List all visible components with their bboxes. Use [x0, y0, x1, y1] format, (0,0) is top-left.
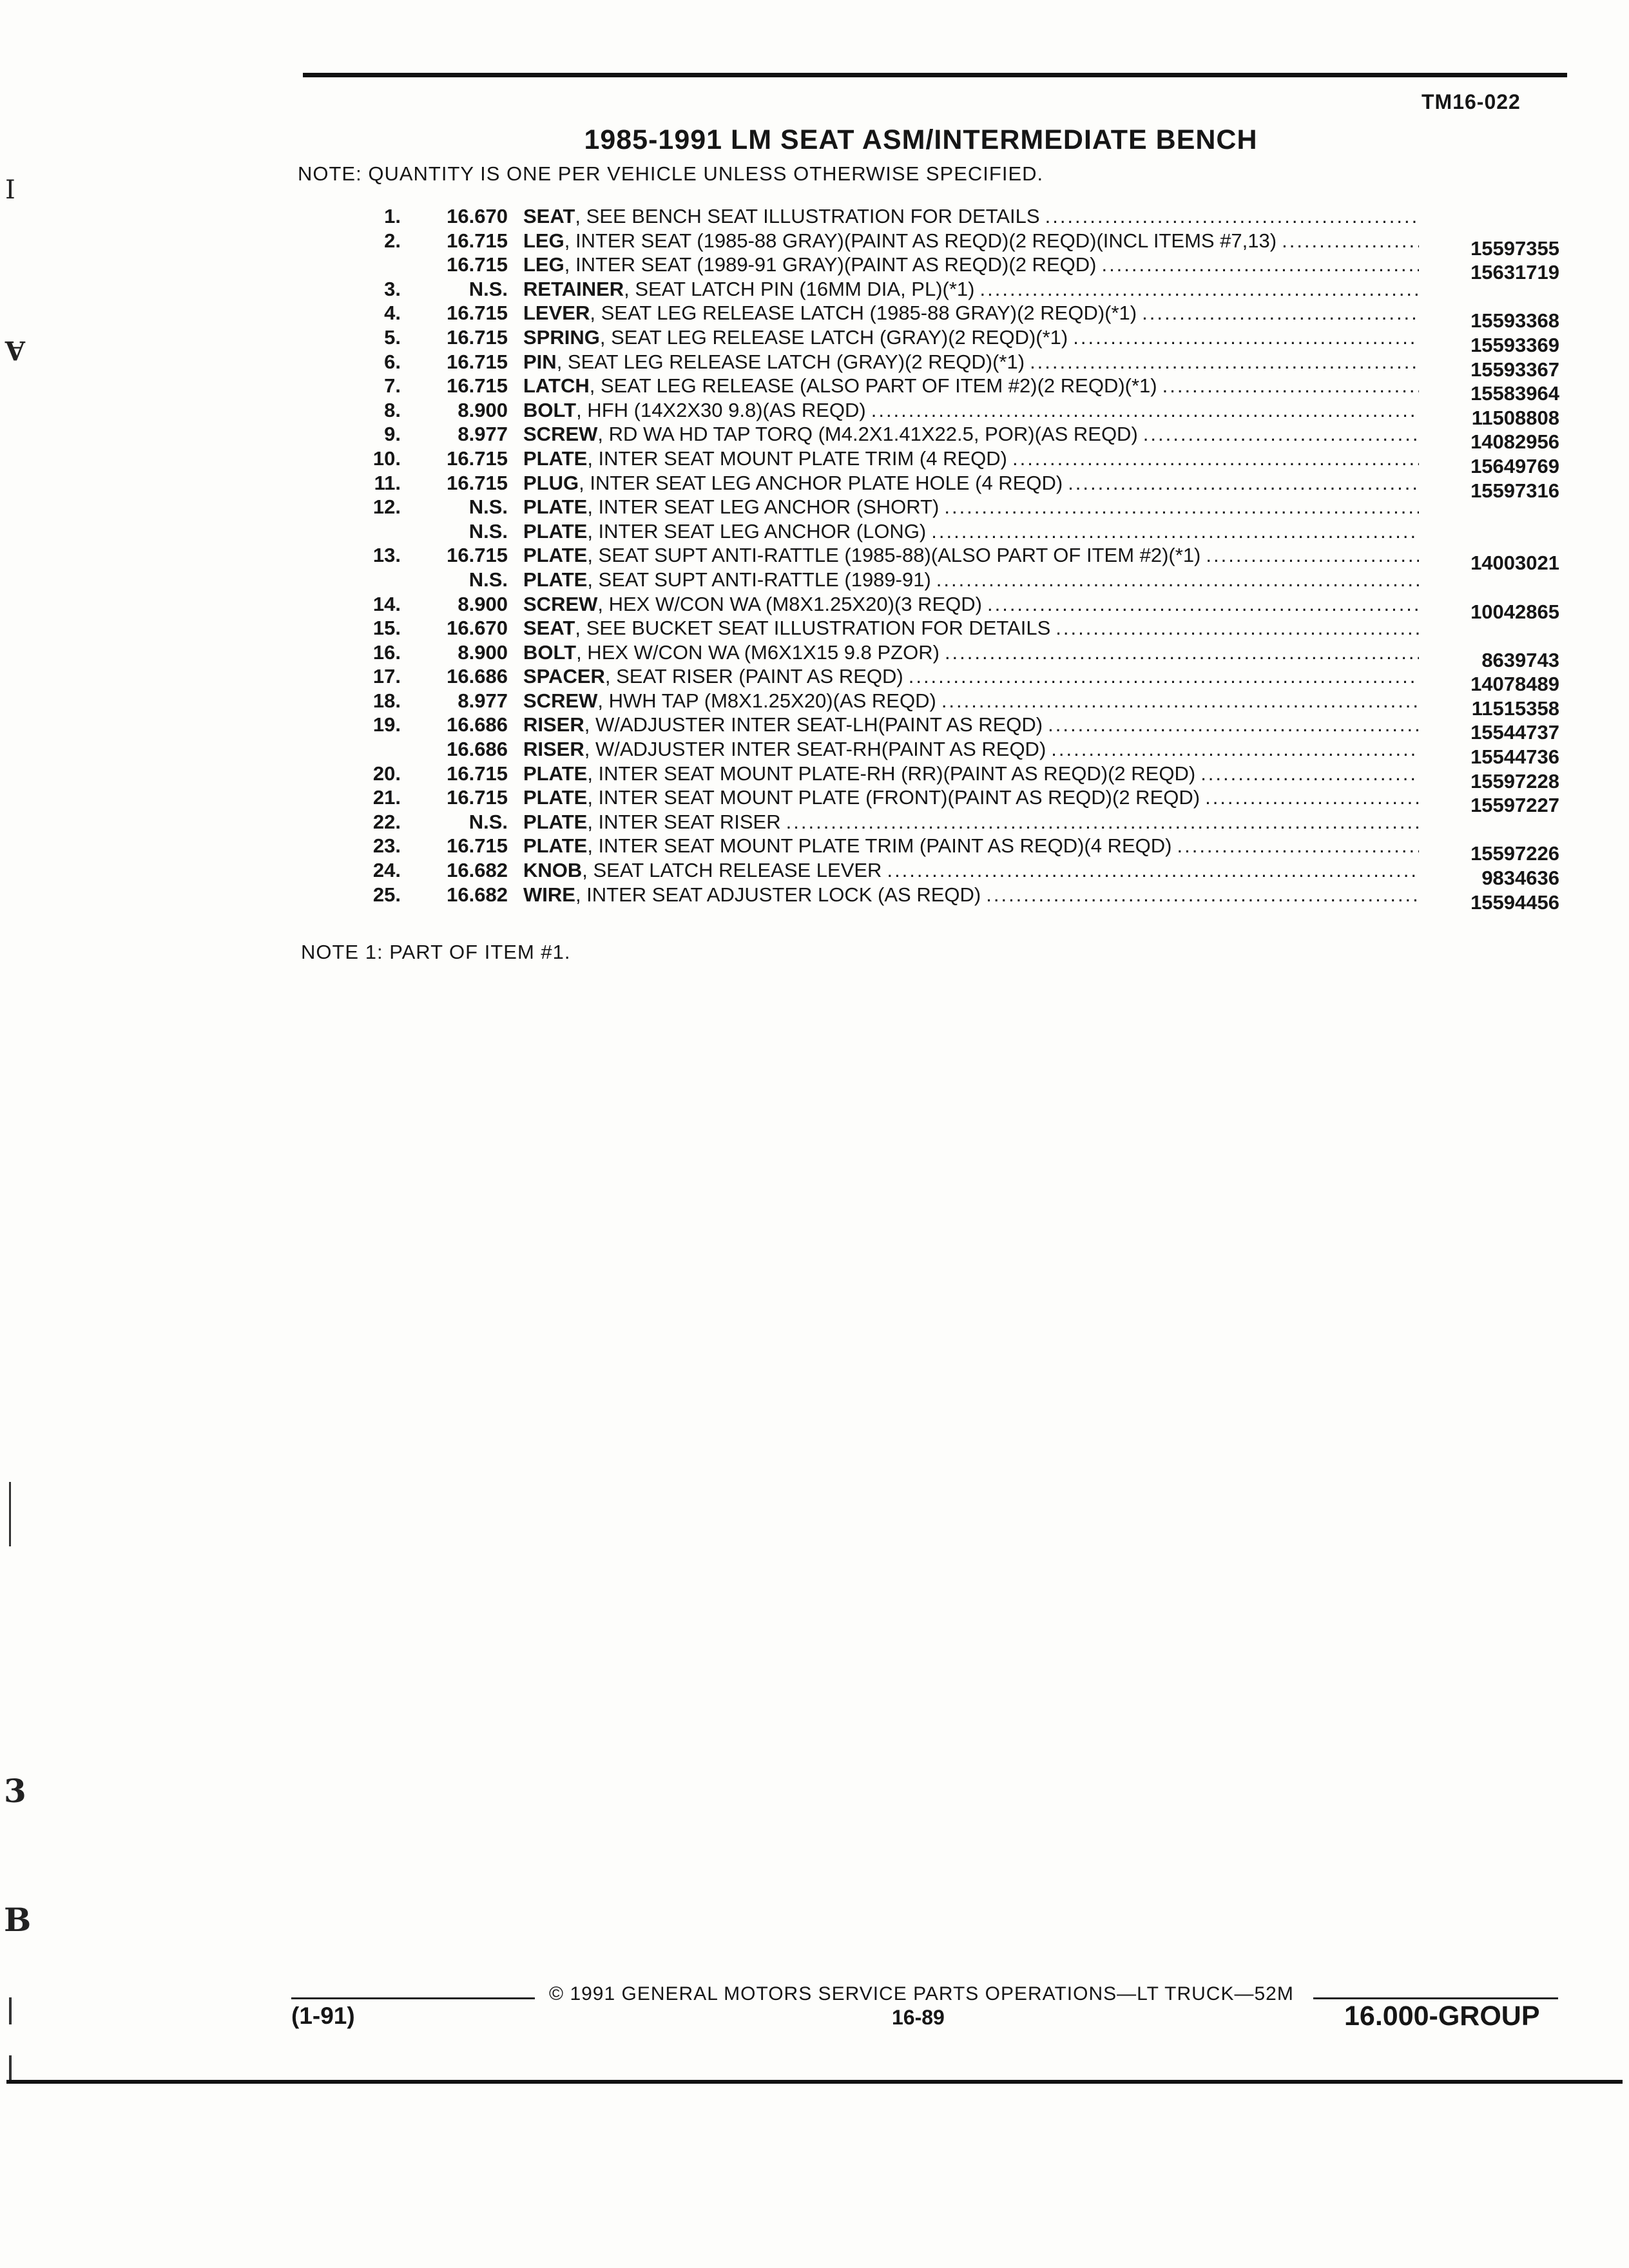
- item-number: 19.: [372, 713, 401, 736]
- item-detail: , SEAT SUPT ANTI-RATTLE (1985-88)(ALSO PART OF ITEM #2)(*1): [587, 544, 1201, 567]
- item-number: 16.: [372, 640, 401, 664]
- footnote-1: NOTE 1: PART OF ITEM #1.: [301, 941, 571, 963]
- item-name: SCREW: [523, 689, 598, 712]
- leader-dots: [945, 641, 1419, 664]
- item-name: LATCH: [523, 374, 590, 398]
- item-description: [523, 229, 1419, 253]
- margin-tick: [9, 1482, 11, 1546]
- item-description: [523, 834, 1419, 858]
- part-number: 15593368: [1470, 309, 1559, 332]
- item-description: [523, 351, 1419, 374]
- leader-dots: [1068, 472, 1419, 495]
- item-number: 9.: [384, 423, 401, 446]
- part-number: 9834636: [1481, 867, 1559, 890]
- item-number: 23.: [372, 834, 401, 858]
- list-item: [348, 738, 1559, 769]
- leader-dots: [1200, 762, 1419, 785]
- leader-dots: [1101, 253, 1419, 276]
- list-item: [348, 617, 1559, 641]
- item-name: PLATE: [523, 495, 588, 519]
- item-name: LEG: [523, 229, 564, 252]
- item-description: [523, 205, 1419, 228]
- item-description: [523, 593, 1419, 616]
- item-description: [523, 495, 1419, 519]
- group-number: 8.900: [458, 592, 508, 615]
- item-detail: , INTER SEAT MOUNT PLATE TRIM (4 REQD): [587, 447, 1007, 470]
- item-number: 5.: [384, 325, 401, 349]
- group-number: 16.715: [447, 786, 508, 809]
- leader-dots: [887, 859, 1419, 882]
- item-description: [523, 738, 1419, 761]
- item-detail: , SEE BUCKET SEAT ILLUSTRATION FOR DETAILS: [575, 617, 1051, 640]
- group-number: 16.670: [447, 205, 508, 227]
- item-number: 12.: [372, 495, 401, 519]
- item-detail: , SEE BENCH SEAT ILLUSTRATION FOR DETAILS: [575, 205, 1040, 227]
- item-number: 24.: [372, 859, 401, 882]
- leader-dots: [987, 593, 1419, 616]
- leader-dots: [1206, 544, 1419, 567]
- leader-dots: [980, 278, 1420, 301]
- group-number: 16.686: [447, 738, 508, 761]
- group-number: 16.715: [447, 544, 508, 567]
- list-item: [348, 592, 1559, 623]
- item-name: SPRING: [523, 325, 600, 349]
- leader-dots: [1177, 834, 1419, 858]
- item-name: PLATE: [523, 519, 588, 543]
- item-detail: , W/ADJUSTER INTER SEAT-LH(PAINT AS REQD): [584, 713, 1043, 736]
- leader-dots: [1048, 713, 1419, 736]
- parts-list: [348, 205, 1559, 914]
- item-description: [523, 520, 1419, 543]
- list-item: [348, 665, 1559, 696]
- item-detail: , INTER SEAT MOUNT PLATE TRIM (PAINT AS REQD)(4 REQD): [587, 834, 1172, 858]
- list-item: [348, 713, 1559, 744]
- list-item: [348, 253, 1559, 284]
- list-item: [348, 811, 1559, 835]
- footer-rule-left: [291, 1997, 535, 1999]
- part-number: 15594456: [1470, 890, 1559, 914]
- leader-dots: [1073, 326, 1419, 349]
- item-detail: , INTER SEAT LEG ANCHOR (LONG): [587, 519, 927, 543]
- leader-dots: [1143, 423, 1419, 446]
- item-description: [523, 253, 1419, 276]
- leader-dots: [1030, 351, 1419, 374]
- item-number: 15.: [372, 617, 401, 640]
- part-number: 15597355: [1470, 236, 1559, 260]
- item-description: [523, 447, 1419, 470]
- item-detail: , INTER SEAT LEG ANCHOR PLATE HOLE (4 REQD): [579, 471, 1063, 494]
- item-detail: , HEX W/CON WA (M8X1.25X20)(3 REQD): [597, 592, 982, 615]
- margin-tick: [9, 1997, 12, 2024]
- list-item: [348, 350, 1559, 381]
- group-number: 16.670: [447, 617, 508, 640]
- item-description: [523, 544, 1419, 567]
- list-item: [348, 495, 1559, 520]
- item-detail: , SEAT LATCH RELEASE LEVER: [582, 859, 882, 882]
- margin-mark-b: B: [4, 1901, 32, 1939]
- leader-dots: [1282, 229, 1419, 253]
- item-description: [523, 811, 1419, 834]
- item-number: 14.: [372, 592, 401, 615]
- item-name: SCREW: [523, 423, 598, 446]
- group-number: 8.977: [458, 689, 508, 712]
- part-number: 15544736: [1470, 745, 1559, 769]
- item-number: 3.: [384, 277, 401, 300]
- item-name: PIN: [523, 350, 557, 373]
- leader-dots: [1051, 738, 1419, 761]
- leader-dots: [944, 495, 1419, 519]
- item-name: SEAT: [523, 617, 575, 640]
- group-number: 16.715: [447, 302, 508, 325]
- item-description: [523, 689, 1419, 713]
- item-number: 4.: [384, 302, 401, 325]
- item-detail: , SEAT LEG RELEASE (ALSO PART OF ITEM #2)(2 REQD)(*1): [589, 374, 1157, 398]
- item-detail: , INTER SEAT LEG ANCHOR (SHORT): [587, 495, 940, 519]
- footer-group: 16.000-GROUP: [1344, 2001, 1540, 2032]
- item-detail: , W/ADJUSTER INTER SEAT-RH(PAINT AS REQD): [584, 738, 1046, 761]
- item-number: 21.: [372, 786, 401, 809]
- item-description: [523, 568, 1419, 591]
- bottom-rule: [6, 2080, 1623, 2084]
- part-number: 15631719: [1470, 261, 1559, 284]
- list-item: [348, 229, 1559, 260]
- item-name: LEVER: [523, 302, 590, 325]
- leader-dots: [936, 568, 1419, 591]
- leader-dots: [941, 689, 1419, 713]
- group-number: 16.715: [447, 447, 508, 470]
- group-number: 16.715: [447, 834, 508, 858]
- item-number: 20.: [372, 762, 401, 785]
- group-number: 8.977: [458, 423, 508, 446]
- leader-dots: [931, 520, 1419, 543]
- list-item: [348, 786, 1559, 817]
- item-description: [523, 399, 1419, 422]
- group-number: 16.715: [447, 374, 508, 398]
- item-detail: , SEAT LEG RELEASE LATCH (GRAY)(2 REQD)(*1): [599, 325, 1068, 349]
- group-number: 16.686: [447, 713, 508, 736]
- item-detail: , INTER SEAT (1985-88 GRAY)(PAINT AS REQD)(2 REQD)(INCL ITEMS #7,13): [564, 229, 1277, 252]
- item-description: [523, 883, 1419, 907]
- item-detail: , INTER SEAT MOUNT PLATE-RH (RR)(PAINT AS REQD)(2 REQD): [587, 762, 1196, 785]
- list-item: [348, 447, 1559, 477]
- item-description: [523, 762, 1419, 785]
- leader-dots: [786, 811, 1419, 834]
- item-name: PLATE: [523, 544, 588, 567]
- list-item: [348, 471, 1559, 502]
- item-name: BOLT: [523, 398, 577, 421]
- item-description: [523, 423, 1419, 446]
- part-number: 14003021: [1470, 552, 1559, 575]
- item-name: WIRE: [523, 883, 575, 906]
- footer-page-number: 16-89: [892, 2006, 945, 2029]
- item-detail: , INTER SEAT MOUNT PLATE (FRONT)(PAINT AS REQD)(2 REQD): [587, 786, 1200, 809]
- part-number: 14082956: [1470, 430, 1559, 454]
- item-name: PLATE: [523, 786, 588, 809]
- item-detail: , SEAT LEG RELEASE LATCH (1985-88 GRAY)(2 REQD)(*1): [590, 302, 1137, 325]
- group-number: N.S.: [468, 277, 508, 300]
- item-number: 10.: [372, 447, 401, 470]
- leader-dots: [1142, 302, 1419, 325]
- item-number: 7.: [384, 374, 401, 398]
- item-number: 1.: [384, 205, 401, 227]
- item-name: RISER: [523, 713, 584, 736]
- margin-tick: [9, 2055, 12, 2081]
- item-number: 11.: [374, 471, 401, 494]
- group-number: 16.715: [447, 350, 508, 373]
- item-description: [523, 713, 1419, 736]
- list-item: [348, 640, 1559, 671]
- list-item: [348, 423, 1559, 454]
- item-name: LEG: [523, 253, 564, 276]
- leader-dots: [1162, 374, 1419, 398]
- list-item: [348, 374, 1559, 405]
- item-name: RISER: [523, 738, 584, 761]
- item-description: [523, 374, 1419, 398]
- margin-mark-a: A: [5, 335, 26, 365]
- item-description: [523, 786, 1419, 809]
- list-item: [348, 859, 1559, 890]
- part-number: 15583964: [1470, 382, 1559, 405]
- top-rule: [303, 73, 1567, 77]
- part-number: 15593369: [1470, 333, 1559, 356]
- footer-copyright: © 1991 GENERAL MOTORS SERVICE PARTS OPERATIONS—LT TRUCK—52M: [549, 1983, 1294, 2004]
- item-number: 25.: [372, 883, 401, 906]
- leader-dots: [986, 883, 1419, 907]
- group-number: 8.900: [458, 398, 508, 421]
- margin-mark-3: 3: [4, 1772, 26, 1810]
- item-detail: , HFH (14X2X30 9.8)(AS REQD): [576, 398, 866, 421]
- item-name: SEAT: [523, 205, 575, 227]
- part-number: 8639743: [1481, 648, 1559, 671]
- group-number: N.S.: [468, 495, 508, 519]
- document-id: TM16-022: [1422, 90, 1521, 113]
- item-detail: , SEAT LATCH PIN (16MM DIA, PL)(*1): [624, 277, 975, 300]
- footer-date: (1-91): [291, 2003, 355, 2029]
- list-item: [348, 325, 1559, 356]
- list-item: [348, 278, 1559, 302]
- item-number: 13.: [372, 544, 401, 567]
- group-number: 16.682: [447, 859, 508, 882]
- part-number: 15649769: [1470, 454, 1559, 477]
- item-name: KNOB: [523, 859, 583, 882]
- item-description: [523, 472, 1419, 495]
- item-number: 2.: [384, 229, 401, 252]
- part-number: 15544737: [1470, 721, 1559, 744]
- item-name: PLATE: [523, 810, 588, 833]
- leader-dots: [1045, 205, 1419, 228]
- item-description: [523, 278, 1419, 301]
- item-detail: , INTER SEAT ADJUSTER LOCK (AS REQD): [575, 883, 981, 906]
- item-detail: , HEX W/CON WA (M6X1X15 9.8 PZOR): [576, 640, 940, 664]
- list-item: [348, 762, 1559, 793]
- part-number: 15597227: [1470, 794, 1559, 817]
- part-number: 15597316: [1470, 479, 1559, 502]
- item-number: 6.: [384, 350, 401, 373]
- quantity-note: NOTE: QUANTITY IS ONE PER VEHICLE UNLESS OTHERWISE SPECIFIED.: [298, 162, 1044, 185]
- part-number: 15597226: [1470, 842, 1559, 865]
- item-name: PLATE: [523, 762, 588, 785]
- part-number: 11508808: [1471, 406, 1559, 429]
- item-detail: , HWH TAP (M8X1.25X20)(AS REQD): [597, 689, 936, 712]
- leader-dots: [871, 399, 1419, 422]
- list-item: [348, 205, 1559, 229]
- item-name: PLATE: [523, 568, 588, 591]
- item-name: PLATE: [523, 447, 588, 470]
- list-item: [348, 544, 1559, 575]
- group-number: 16.682: [447, 883, 508, 906]
- item-name: PLATE: [523, 834, 588, 858]
- part-number: 11515358: [1471, 697, 1559, 720]
- part-number: 15597228: [1470, 769, 1559, 793]
- group-number: N.S.: [468, 568, 508, 591]
- item-number: 22.: [372, 810, 401, 833]
- list-item: [348, 568, 1559, 593]
- item-description: [523, 665, 1419, 688]
- item-name: SPACER: [523, 665, 605, 688]
- item-detail: , SEAT LEG RELEASE LATCH (GRAY)(2 REQD)(*1): [556, 350, 1025, 373]
- margin-mark-i: I: [5, 175, 15, 205]
- item-description: [523, 617, 1419, 640]
- footer-rule-right: [1313, 1997, 1558, 1999]
- list-item: [348, 520, 1559, 544]
- item-name: BOLT: [523, 640, 577, 664]
- group-number: 16.715: [447, 471, 508, 494]
- group-number: 16.715: [447, 325, 508, 349]
- item-detail: , SEAT RISER (PAINT AS REQD): [604, 665, 903, 688]
- leader-dots: [1012, 447, 1419, 470]
- item-description: [523, 326, 1419, 349]
- list-item: [348, 689, 1559, 720]
- item-detail: , SEAT SUPT ANTI-RATTLE (1989-91): [587, 568, 931, 591]
- page-title: 1985-1991 LM SEAT ASM/INTERMEDIATE BENCH: [584, 124, 1258, 155]
- part-number: 15593367: [1470, 358, 1559, 381]
- item-detail: , INTER SEAT (1989-91 GRAY)(PAINT AS REQD)(2 REQD): [564, 253, 1097, 276]
- item-number: 8.: [384, 398, 401, 421]
- item-number: 17.: [372, 665, 401, 688]
- item-description: [523, 859, 1419, 882]
- list-item: [348, 883, 1559, 914]
- leader-dots: [1055, 617, 1419, 640]
- part-number: 10042865: [1470, 600, 1559, 623]
- group-number: 16.715: [447, 253, 508, 276]
- list-item: [348, 834, 1559, 865]
- item-name: RETAINER: [523, 277, 624, 300]
- group-number: 16.686: [447, 665, 508, 688]
- item-detail: , INTER SEAT RISER: [587, 810, 781, 833]
- item-detail: , RD WA HD TAP TORQ (M4.2X1.41X22.5, POR)(AS REQD): [597, 423, 1138, 446]
- item-number: 18.: [372, 689, 401, 712]
- leader-dots: [1205, 786, 1419, 809]
- item-name: PLUG: [523, 471, 579, 494]
- group-number: 8.900: [458, 640, 508, 664]
- item-name: SCREW: [523, 592, 598, 615]
- leader-dots: [909, 665, 1419, 688]
- group-number: 16.715: [447, 229, 508, 252]
- group-number: 16.715: [447, 762, 508, 785]
- part-number: 14078489: [1470, 673, 1559, 696]
- group-number: N.S.: [468, 519, 508, 543]
- list-item: [348, 302, 1559, 332]
- list-item: [348, 398, 1559, 429]
- group-number: N.S.: [468, 810, 508, 833]
- item-description: [523, 641, 1419, 664]
- item-description: [523, 302, 1419, 325]
